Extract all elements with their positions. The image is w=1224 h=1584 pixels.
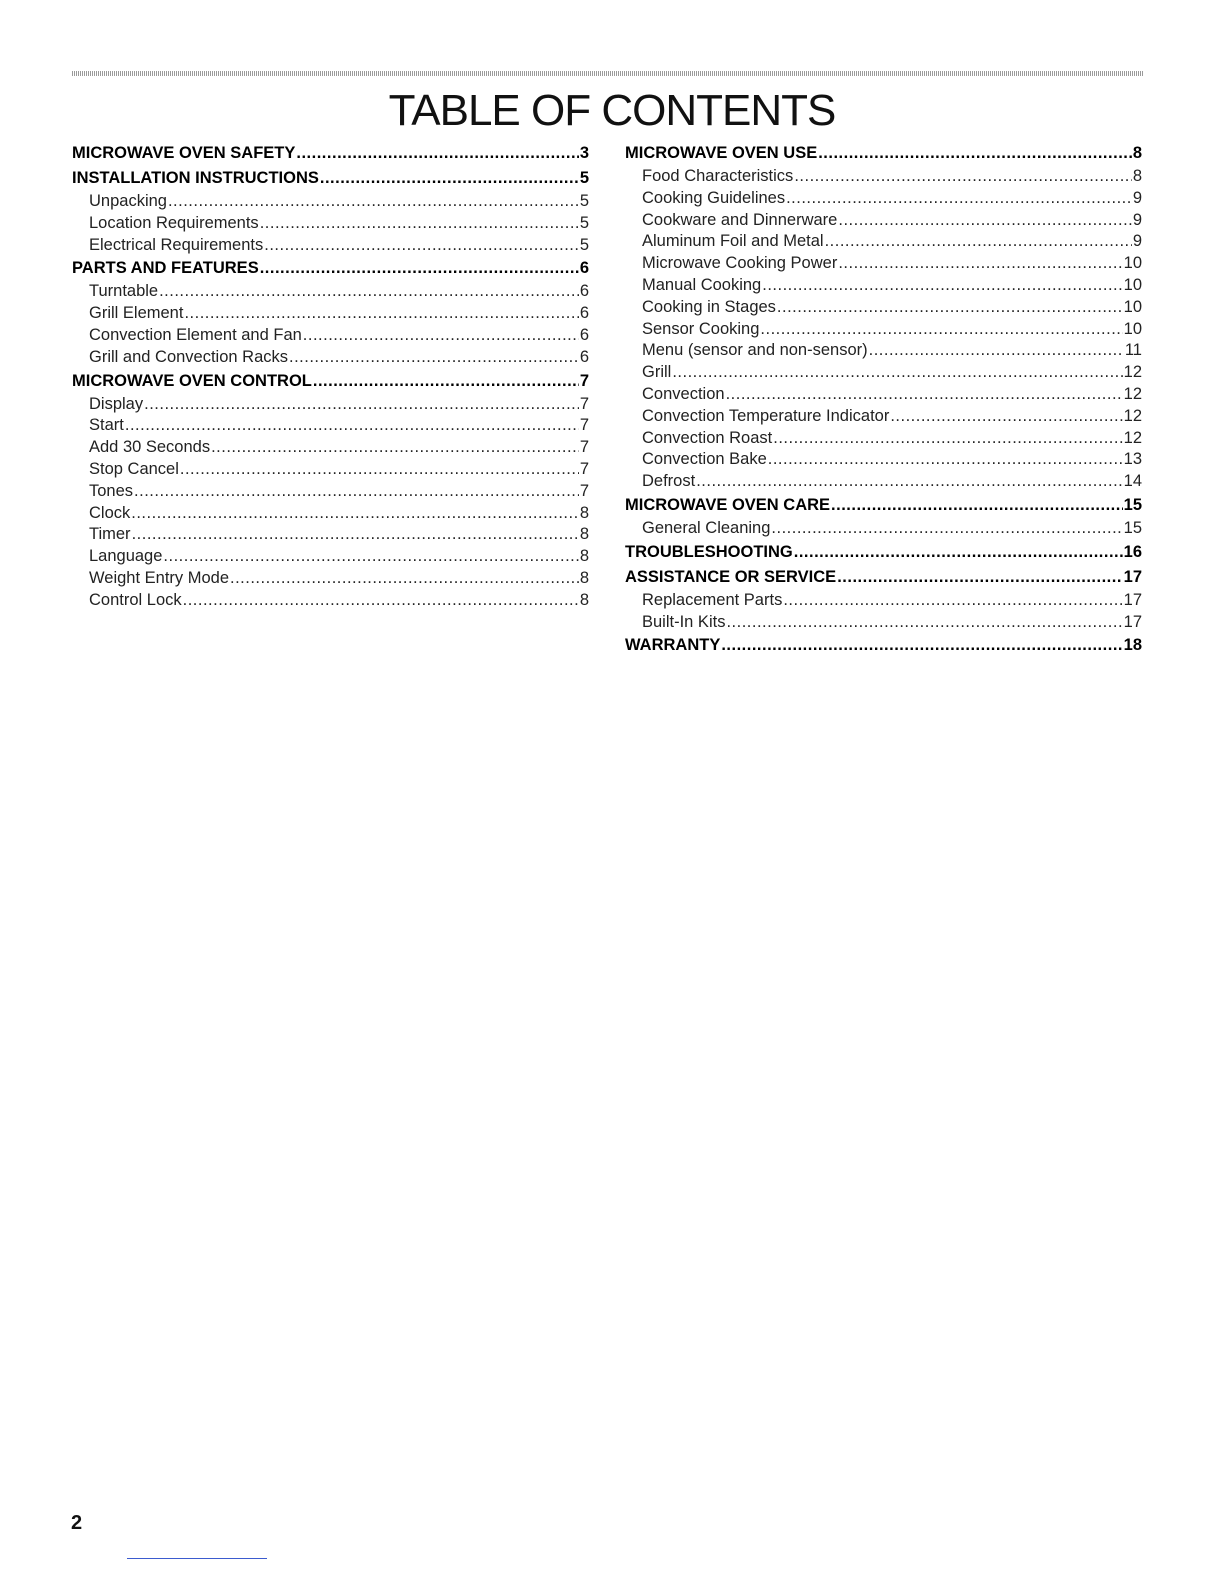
toc-leader-dots	[794, 540, 1123, 565]
toc-entry-convection-temperature-indicator[interactable]	[625, 406, 1142, 428]
toc-entry-label: Replacement Parts	[642, 590, 783, 609]
toc-entry-grill-and-convection-racks[interactable]	[72, 347, 589, 369]
toc-entry-page: 7	[579, 459, 589, 478]
toc-entry-add-30-seconds[interactable]	[72, 437, 589, 459]
toc-leader-dots	[289, 347, 579, 369]
toc-leader-dots	[184, 303, 578, 325]
toc-entry-page: 5	[579, 213, 589, 232]
toc-leader-dots	[762, 275, 1122, 297]
toc-entry-display[interactable]	[72, 394, 589, 416]
toc-entry-page: 7	[579, 438, 589, 457]
toc-entry-page: 8	[579, 547, 589, 566]
toc-entry-microwave-oven-safety[interactable]	[72, 141, 589, 166]
toc-entry-label: Language	[89, 547, 163, 566]
toc-leader-dots	[890, 406, 1122, 428]
toc-entry-page: 11	[1124, 341, 1142, 360]
toc-entry-label: General Cleaning	[642, 518, 771, 537]
toc-entry-label: Timer	[89, 525, 131, 544]
toc-entry-assistance-or-service[interactable]	[625, 565, 1142, 590]
toc-leader-dots	[869, 340, 1124, 362]
toc-entry-label: Cooking in Stages	[642, 297, 776, 316]
toc-entry-page: 6	[579, 259, 589, 278]
toc-entry-label: Convection	[642, 384, 725, 403]
toc-entry-grill-element[interactable]	[72, 303, 589, 325]
toc-leader-dots	[211, 437, 579, 459]
toc-entry-microwave-oven-control[interactable]	[72, 369, 589, 394]
toc-entry-page: 10	[1123, 297, 1142, 316]
toc-entry-tones[interactable]	[72, 481, 589, 503]
toc-entry-electrical-requirements[interactable]	[72, 235, 589, 257]
toc-entry-general-cleaning[interactable]	[625, 518, 1142, 540]
toc-entry-convection-bake[interactable]	[625, 449, 1142, 471]
toc-entry-label: Stop Cancel	[89, 459, 179, 478]
toc-entry-start[interactable]	[72, 415, 589, 437]
toc-entry-label: Sensor Cooking	[642, 319, 760, 338]
toc-entry-control-lock[interactable]	[72, 590, 589, 612]
toc-entry-microwave-oven-use[interactable]	[625, 141, 1142, 166]
toc-entry-page: 5	[579, 235, 589, 254]
toc-leader-dots	[125, 415, 579, 437]
toc-entry-turntable[interactable]	[72, 281, 589, 303]
toc-entry-page: 12	[1123, 384, 1142, 403]
toc-entry-grill[interactable]	[625, 362, 1142, 384]
toc-entry-language[interactable]	[72, 546, 589, 568]
toc-entry-label: MICROWAVE OVEN CONTROL	[72, 371, 312, 390]
toc-leader-dots	[818, 141, 1132, 166]
toc-leader-dots	[264, 235, 579, 257]
toc-entry-label: Display	[89, 394, 144, 413]
toc-entry-unpacking[interactable]	[72, 191, 589, 213]
toc-entry-page: 10	[1123, 275, 1142, 294]
toc-entry-weight-entry-mode[interactable]	[72, 568, 589, 590]
toc-entry-convection[interactable]	[625, 384, 1142, 406]
toc-entry-page: 3	[579, 144, 589, 162]
toc-leader-dots	[831, 493, 1123, 518]
toc-leader-dots	[783, 590, 1122, 612]
toc-entry-label: Control Lock	[89, 590, 182, 609]
toc-entry-clock[interactable]	[72, 503, 589, 525]
toc-entry-parts-and-features[interactable]	[72, 256, 589, 281]
footer-link-underline	[127, 1558, 267, 1559]
toc-entry-page: 7	[579, 416, 589, 435]
toc-entry-page: 12	[1123, 363, 1142, 382]
toc-entry-cooking-in-stages[interactable]	[625, 297, 1142, 319]
toc-leader-dots	[180, 459, 579, 481]
toc-entry-page: 8	[579, 590, 589, 609]
toc-entry-troubleshooting[interactable]	[625, 540, 1142, 565]
toc-entry-page: 16	[1123, 542, 1142, 561]
toc-entry-convection-element-and-fan[interactable]	[72, 325, 589, 347]
toc-leader-dots	[773, 428, 1122, 450]
toc-leader-dots	[837, 565, 1122, 590]
toc-entry-page: 6	[579, 304, 589, 323]
toc-entry-page: 8	[579, 503, 589, 522]
toc-entry-menu-sensor-and-non-sensor[interactable]	[625, 340, 1142, 362]
toc-leader-dots	[768, 449, 1123, 471]
toc-entry-label: Food Characteristics	[642, 167, 794, 185]
toc-entry-installation-instructions[interactable]	[72, 166, 589, 191]
toc-entry-label: WARRANTY	[625, 636, 721, 655]
toc-entry-page: 8	[1132, 144, 1142, 162]
toc-entry-page: 9	[1132, 232, 1142, 251]
toc-entry-page: 6	[579, 325, 589, 344]
toc-entry-page: 5	[579, 169, 589, 187]
toc-leader-dots	[260, 256, 579, 281]
toc-entry-label: MICROWAVE OVEN SAFETY	[72, 144, 296, 162]
toc-left-column	[72, 141, 589, 612]
toc-entry-page: 14	[1123, 472, 1142, 491]
toc-entry-food-characteristics[interactable]	[625, 166, 1142, 188]
toc-entry-label: Convection Element and Fan	[89, 325, 302, 344]
toc-entry-page: 12	[1123, 406, 1142, 425]
toc-entry-label: Manual Cooking	[642, 275, 762, 294]
toc-entry-page: 5	[579, 192, 589, 210]
toc-leader-dots	[726, 384, 1123, 406]
toc-entry-label: Grill and Convection Racks	[89, 347, 288, 366]
toc-entry-label: INSTALLATION INSTRUCTIONS	[72, 169, 319, 187]
toc-entry-label: Convection Roast	[642, 428, 773, 447]
toc-entry-label: Menu (sensor and non-sensor)	[642, 341, 868, 360]
toc-entry-location-requirements[interactable]	[72, 213, 589, 235]
toc-leader-dots	[726, 612, 1122, 634]
toc-entry-page: 8	[579, 525, 589, 544]
toc-entry-cooking-guidelines[interactable]	[625, 188, 1142, 210]
toc-entry-stop-cancel[interactable]	[72, 459, 589, 481]
toc-right-column	[625, 141, 1142, 658]
toc-entry-microwave-oven-care[interactable]	[625, 493, 1142, 518]
toc-leader-dots	[721, 633, 1122, 658]
toc-entry-page: 18	[1123, 636, 1142, 655]
toc-entry-label: Convection Temperature Indicator	[642, 406, 890, 425]
toc-entry-label: Convection Bake	[642, 450, 767, 469]
toc-entry-page: 7	[579, 371, 589, 390]
toc-entry-manual-cooking[interactable]	[625, 275, 1142, 297]
toc-entry-aluminum-foil-and-metal[interactable]	[625, 231, 1142, 253]
toc-leader-dots	[696, 471, 1122, 493]
toc-entry-page: 8	[1132, 167, 1142, 185]
toc-leader-dots	[786, 188, 1132, 210]
toc-entry-page: 17	[1123, 567, 1142, 586]
toc-entry-label: Clock	[89, 503, 131, 522]
toc-entry-page: 12	[1123, 428, 1142, 447]
toc-entry-label: Defrost	[642, 472, 696, 491]
toc-entry-label: Microwave Cooking Power	[642, 254, 838, 273]
toc-entry-label: Electrical Requirements	[89, 235, 264, 254]
toc-leader-dots	[320, 166, 579, 191]
toc-leader-dots	[825, 231, 1132, 253]
toc-entry-page: 10	[1123, 254, 1142, 273]
toc-entry-label: MICROWAVE OVEN USE	[625, 144, 818, 162]
toc-leader-dots	[230, 568, 579, 590]
page-title: TABLE OF CONTENTS	[388, 86, 836, 135]
toc-leader-dots	[794, 166, 1132, 188]
toc-entry-convection-roast[interactable]	[625, 428, 1142, 450]
toc-entry-page: 8	[579, 568, 589, 587]
toc-entry-label: Cookware and Dinnerware	[642, 210, 838, 229]
toc-entry-label: Unpacking	[89, 192, 167, 210]
toc-entry-page: 6	[579, 282, 589, 301]
toc-entry-label: Location Requirements	[89, 213, 259, 232]
toc-leader-dots	[132, 524, 579, 546]
toc-entry-cookware-and-dinnerware[interactable]	[625, 210, 1142, 232]
toc-leader-dots	[838, 210, 1131, 232]
toc-entry-page: 7	[579, 481, 589, 500]
toc-entry-label: Add 30 Seconds	[89, 438, 211, 457]
toc-entry-label: Start	[89, 416, 124, 435]
toc-leader-dots	[144, 394, 579, 416]
toc-entry-label: Cooking Guidelines	[642, 188, 786, 207]
toc-entry-label: Built-In Kits	[642, 612, 726, 631]
toc-leader-dots	[760, 319, 1122, 341]
toc-leader-dots	[777, 297, 1123, 319]
toc-entry-replacement-parts[interactable]	[625, 590, 1142, 612]
toc-leader-dots	[131, 503, 579, 525]
toc-leader-dots	[303, 325, 579, 347]
toc-leader-dots	[163, 546, 578, 568]
toc-entry-page: 15	[1123, 495, 1142, 514]
toc-entry-page: 13	[1123, 450, 1142, 469]
toc-entry-label: Grill	[642, 363, 672, 382]
toc-entry-label: Turntable	[89, 282, 159, 301]
toc-entry-page: 17	[1123, 612, 1142, 631]
page-number: 2	[71, 1512, 83, 1534]
toc-leader-dots	[838, 253, 1122, 275]
toc-entry-page: 9	[1132, 188, 1142, 207]
toc-entry-label: MICROWAVE OVEN CARE	[625, 495, 831, 514]
toc-entry-page: 9	[1132, 210, 1142, 229]
toc-entry-sensor-cooking[interactable]	[625, 319, 1142, 341]
toc-leader-dots	[672, 362, 1122, 384]
toc-entry-timer[interactable]	[72, 524, 589, 546]
toc-leader-dots	[771, 518, 1122, 540]
toc-entry-defrost[interactable]	[625, 471, 1142, 493]
toc-entry-label: PARTS AND FEATURES	[72, 259, 259, 278]
toc-entry-page: 10	[1123, 319, 1142, 338]
toc-entry-label: TROUBLESHOOTING	[625, 542, 793, 561]
toc-entry-built-in-kits[interactable]	[625, 612, 1142, 634]
toc-entry-microwave-cooking-power[interactable]	[625, 253, 1142, 275]
toc-leader-dots	[159, 281, 579, 303]
toc-entry-label: Weight Entry Mode	[89, 568, 230, 587]
toc-entry-label: Aluminum Foil and Metal	[642, 232, 824, 251]
toc-entry-page: 6	[579, 347, 589, 366]
toc-leader-dots	[168, 191, 579, 213]
toc-leader-dots	[296, 141, 578, 166]
toc-leader-dots	[260, 213, 579, 235]
toc-entry-warranty[interactable]	[625, 633, 1142, 658]
toc-entry-label: Tones	[89, 481, 134, 500]
header-rule	[72, 71, 1144, 76]
toc-leader-dots	[183, 590, 579, 612]
toc-entry-page: 15	[1123, 518, 1142, 537]
toc-leader-dots	[134, 481, 579, 503]
toc-entry-label: ASSISTANCE OR SERVICE	[625, 567, 837, 586]
toc-leader-dots	[313, 369, 579, 394]
toc-entry-label: Grill Element	[89, 304, 184, 323]
toc-entry-page: 17	[1123, 590, 1142, 609]
toc-entry-page: 7	[579, 394, 589, 413]
